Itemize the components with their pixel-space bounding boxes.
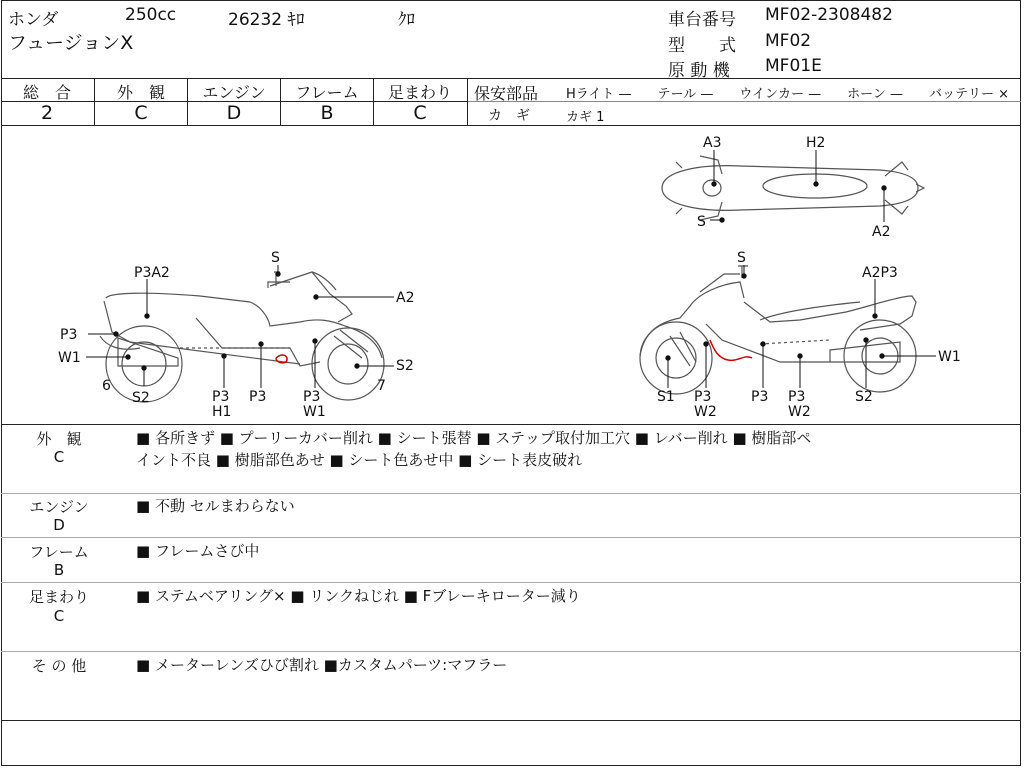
grade-frame-label: フレーム (295, 83, 359, 102)
diagram-label: W1 (58, 350, 81, 366)
key-value: カギ 1 (566, 110, 605, 125)
engine-code: MF01E (765, 56, 822, 76)
diagram-label: H1 (212, 404, 232, 420)
safety-items: Hライト — テール — ウインカー — ホーン — バッテリー × (566, 87, 1010, 102)
diagram-label: W2 (788, 404, 811, 420)
grade-engine-label: エンジン (202, 83, 266, 102)
diagram-label: 6 (102, 378, 111, 394)
grid-line (1, 537, 1021, 538)
grade-exterior-value: C (134, 102, 148, 124)
section-exterior-grade: C (53, 448, 65, 466)
diagram-label: W1 (938, 349, 961, 365)
diagram-label: S (737, 250, 746, 266)
grid-line (1, 78, 1021, 79)
grade-engine-value: D (226, 102, 242, 124)
model-name: フュージョンX (8, 32, 134, 54)
section-suspension-grade: C (53, 607, 65, 625)
grid-line (1, 424, 1021, 425)
grade-suspension-label: 足まわり (387, 83, 452, 102)
grid-line (1, 651, 1021, 652)
section-engine-grade: D (53, 516, 65, 534)
grade-frame-value: B (320, 102, 334, 124)
grid-line (1, 582, 1021, 583)
section-frame-line: ■ フレームさび中 (136, 542, 260, 560)
diagram-label: P3 (60, 327, 78, 343)
maker: ホンダ (8, 10, 59, 30)
color: ｸﾛ (398, 10, 415, 30)
model-code: MF02 (765, 31, 812, 51)
diagram-label: A2 (396, 290, 415, 306)
diagram-label: A3 (703, 135, 722, 151)
diagram-label: S (271, 250, 280, 266)
diagram-label: S (697, 214, 706, 230)
grade-suspension-value: C (413, 102, 427, 124)
frame-number: MF02-2308482 (765, 5, 893, 25)
diagram-label: A2P3 (862, 265, 898, 281)
model-code-label: 型 式 (668, 36, 736, 56)
diagram-label: S2 (132, 390, 150, 406)
grade-exterior-label: 外 観 (116, 83, 165, 102)
grade-overall-label: 総 合 (22, 83, 71, 102)
displacement: 250cc (125, 5, 177, 25)
engine-label: 原 動 機 (668, 61, 730, 81)
section-other-label: そ の 他 (31, 657, 87, 675)
section-exterior-label: 外 観 (36, 430, 82, 448)
section-other-line: ■ メーターレンズひび割れ ■カスタムパーツ:マフラー (136, 656, 508, 674)
section-suspension-label: 足まわり (28, 588, 89, 606)
diagram-label: W1 (303, 404, 326, 420)
section-exterior-line: ■ 各所きず ■ プーリーカバー削れ ■ シート張替 ■ ステップ取付加工穴 ■ レバー削れ ■ 樹脂部ペ (136, 429, 812, 447)
diagram-label: W2 (694, 404, 717, 420)
section-frame-label: フレーム (29, 543, 89, 561)
diagram-label: P3 (249, 389, 267, 405)
diagram-label: P3A2 (134, 265, 170, 281)
section-frame-grade: B (53, 561, 65, 579)
section-suspension-line: ■ ステムベアリング× ■ リンクねじれ ■ Fブレーキローター減り (136, 587, 581, 605)
scooter-left-view (100, 272, 384, 402)
frame-number-label: 車台番号 (668, 10, 736, 30)
diagram-label: S2 (396, 358, 414, 374)
grid-line (1, 720, 1021, 721)
diagram-label: A2 (872, 224, 891, 240)
section-engine-label: エンジン (29, 498, 89, 516)
diagram-label: P3 (751, 389, 769, 405)
section-engine-line: ■ 不動 セルまわらない (136, 497, 295, 515)
grade-overall-value: 2 (40, 102, 54, 124)
diagram-label: H2 (806, 135, 826, 151)
section-exterior-line: イント不良 ■ 樹脂部色あせ ■ シート色あせ中 ■ シート表皮破れ (136, 451, 583, 469)
diagram-label: P3 (788, 389, 806, 405)
diagram-label: 7 (377, 378, 386, 394)
diagram-label: S2 (855, 389, 873, 405)
safety-label: 保安部品 (474, 84, 539, 103)
diagram-label: S1 (657, 389, 675, 405)
scooter-diagram (0, 126, 1024, 424)
diagram-label: P3 (694, 389, 712, 405)
diagram-label: P3 (212, 389, 230, 405)
key-label: カ ギ (488, 108, 530, 124)
mileage: 26232 ｷﾛ (228, 10, 305, 30)
grid-line (467, 78, 468, 125)
diagram-label: P3 (303, 389, 321, 405)
